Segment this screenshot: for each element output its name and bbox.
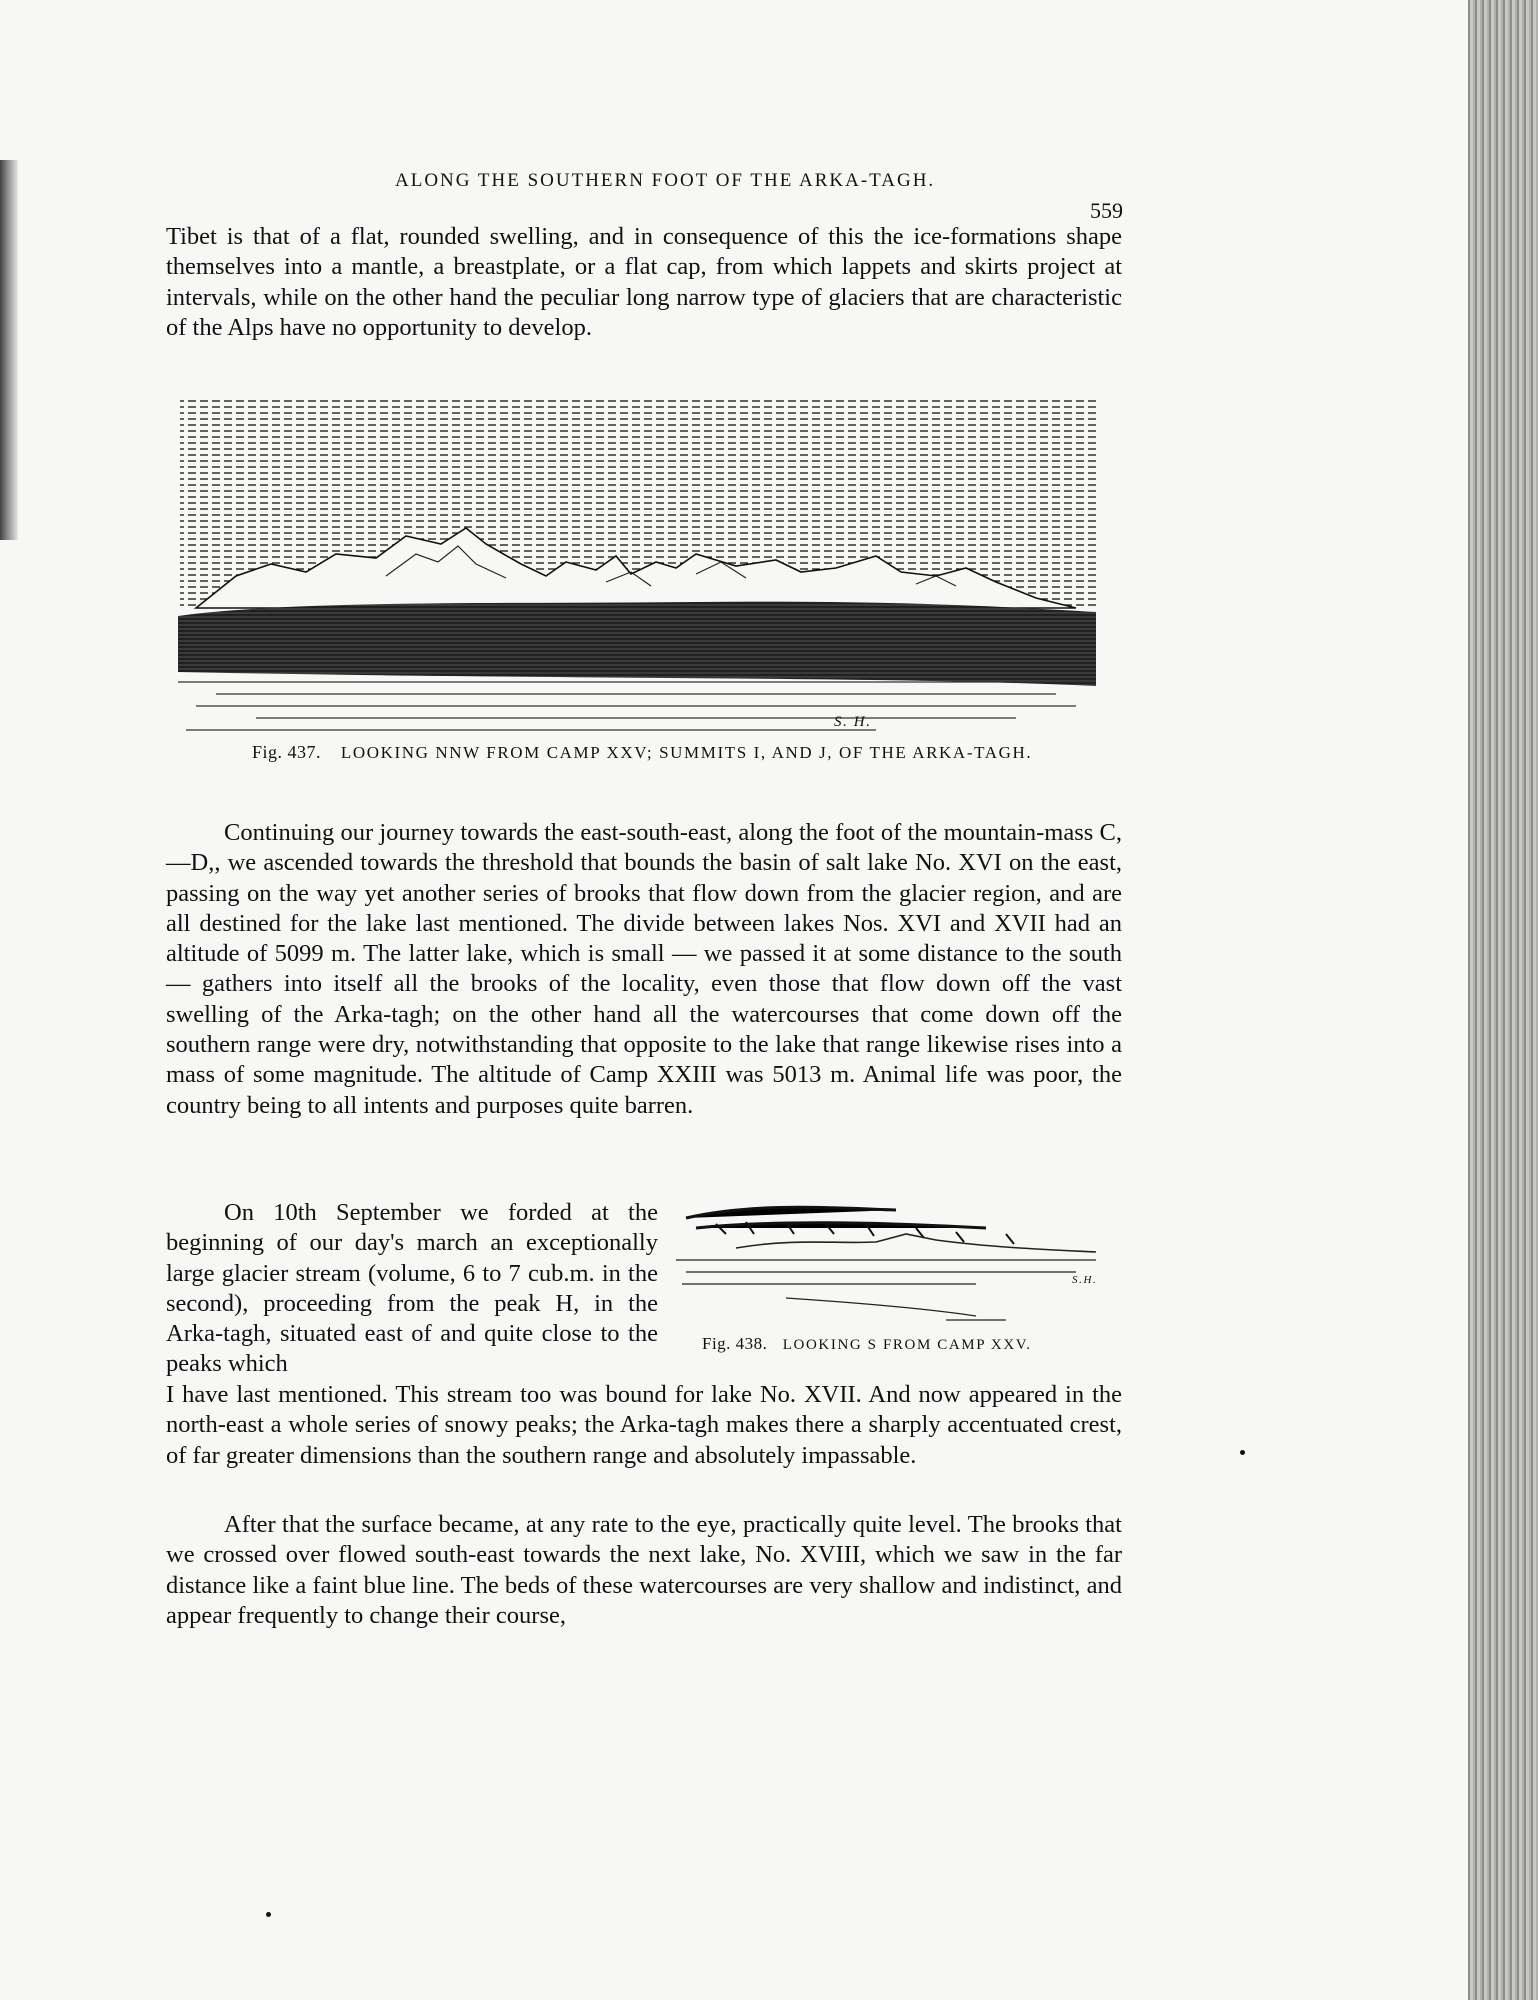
flat-landscape-sketch bbox=[676, 1188, 1108, 1328]
figure-caption-text: LOOKING NNW FROM CAMP XXV; SUMMITS I, AND J, OF THE ARKA-TAGH. bbox=[340, 743, 1033, 762]
ink-speck bbox=[266, 1912, 271, 1917]
figure-label: Fig. 438. bbox=[702, 1334, 768, 1353]
mountain-landscape-engraving bbox=[176, 386, 1100, 740]
paragraph-text: I have last mentioned. This stream too was bound for lake No. XVII. And now appeared in the north-east a whole series of snowy peaks; the Arka-tagh makes there a sharply accentuated crest, of far greater dimensions than the southern range and absolutely impassable. bbox=[166, 1381, 1122, 1469]
figure-437-illustration bbox=[176, 386, 1100, 740]
paragraph-text: On 10th September we forded at the beginning of our day's march an exceptionally large glacier stream (volume, 6 to 7 cub.m. in the second), proceeding from the peak H, in the Arka-tagh, situated east of and quite close to the peaks which bbox=[166, 1199, 658, 1378]
paragraph-text: After that the surface became, at any rate to the eye, practically quite level. The brooks that we crossed over flowed south-east towards the next lake, No. XVIII, which we saw in the far distance like a faint blue line. The beds of these watercourses are very shallow and indistinct, and appear frequently to change their course, bbox=[166, 1511, 1122, 1629]
paragraph-text: Tibet is that of a flat, rounded swelling, and in consequence of this the ice-formations shape themselves into a mantle, a breastplate, or a flat cap, from which lappets and skirts project at intervals, while on the other hand the peculiar long narrow type of glaciers that are characteristic of the Alps have no opportunity to develop. bbox=[166, 223, 1122, 341]
paragraph-continuing bbox=[166, 818, 1122, 1121]
ink-speck bbox=[1240, 1450, 1245, 1455]
paragraph-text: Continuing our journey towards the east-south-east, along the foot of the mountain-mass C,—D,, we ascended towards the threshold that bounds the basin of salt lake No. XVI on the east, passing on the way yet another series of brooks that flow down from the glacier region, and are all destined for the lake last mentioned. The divide between lakes Nos. XVI and XVII had an altitude of 5099 m. The latter lake, which is small — we passed it at some distance to the south — gathers into itself all the brooks of the locality, even those that flow down off the vast swelling of the Arka-tagh; on the other hand all the watercourses that come down off the southern range were dry, notwithstanding that opposite to the lake that range likewise rises into a mass of some magnitude. The altitude of Camp XXIII was 5013 m. Animal life was poor, the country being to all intents and purposes quite barren. bbox=[166, 819, 1122, 1119]
paragraph-after-that bbox=[166, 1510, 1122, 1631]
figure-438-signature: S.H. bbox=[1072, 1274, 1098, 1286]
figure-437-caption bbox=[252, 742, 1032, 763]
figure-438-caption bbox=[702, 1334, 1032, 1354]
paragraph-opening bbox=[166, 222, 1122, 343]
book-edge-pages bbox=[1468, 0, 1538, 2000]
running-head: ALONG THE SOUTHERN FOOT OF THE ARKA-TAGH. bbox=[395, 170, 936, 191]
page-number: 559 bbox=[1090, 198, 1123, 223]
figure-438-illustration bbox=[676, 1188, 1108, 1328]
figure-label: Fig. 437. bbox=[252, 742, 322, 762]
page-gutter-shadow bbox=[0, 160, 18, 540]
figure-437-signature: S. H. bbox=[834, 714, 872, 730]
figure-caption-text: LOOKING S FROM CAMP XXV. bbox=[782, 1337, 1032, 1353]
paragraph-september-continued bbox=[166, 1380, 1122, 1471]
paragraph-september-wrapped bbox=[166, 1198, 658, 1380]
